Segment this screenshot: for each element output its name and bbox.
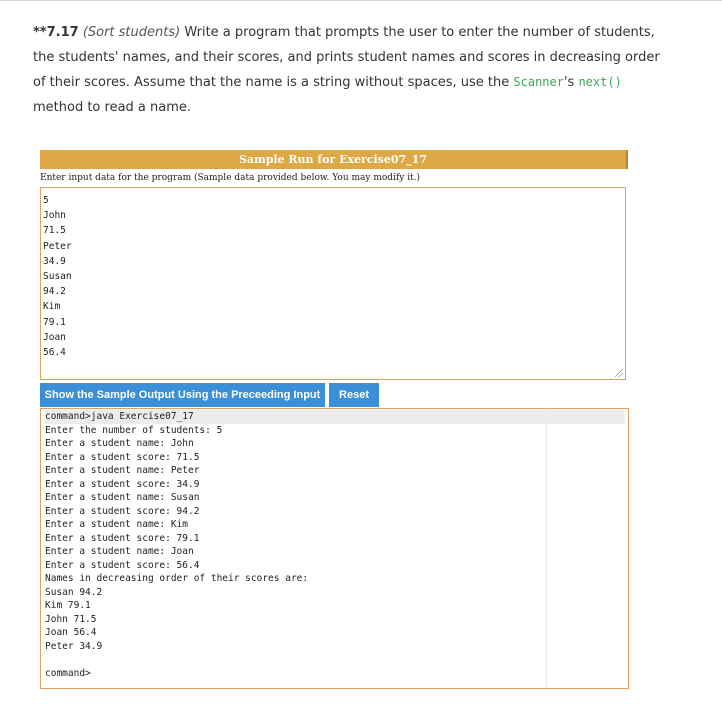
- input-data-text: 5 John 71.5 Peter 34.9 Susan 94.2 Kim 79.1 Joan 56.4: [43, 195, 72, 359]
- output-command-line: command>java Exercise07_17: [45, 410, 625, 424]
- code-scanner: Scanner: [513, 75, 564, 89]
- output-body: Enter the number of students: 5 Enter a student name: John Enter a student score: 71.5 Enter a student name: Peter Enter a student score: 34.9 Enter a student name: Susan Enter a student score: 94.2 Enter a student name: Kim Enter a student score: 79.1 Enter a student name: Joan Enter a student score: 56.4 Names in decreasing order of their scores are: Susan 94.2 Kim 79.1 John 71.5 Joan 56.4 Peter 34.9 command>: [45, 424, 309, 679]
- sample-run-header: Sample Run for Exercise07_17: [40, 150, 628, 169]
- problem-text-3: method to read a name.: [33, 100, 192, 115]
- input-data-textarea[interactable]: [40, 187, 626, 380]
- top-divider: [0, 0, 722, 1]
- reset-button[interactable]: Reset: [329, 383, 379, 407]
- exercise-title: (Sort students): [82, 25, 181, 40]
- input-label: Enter input data for the program (Sample data provided below. You may modify it.): [40, 173, 421, 183]
- exercise-number: **7.17: [33, 25, 79, 40]
- resize-grip-icon[interactable]: [615, 369, 623, 377]
- show-sample-output-button[interactable]: Show the Sample Output Using the Preceeding Input: [40, 383, 325, 407]
- output-text: [45, 410, 625, 680]
- problem-text-2: 's: [563, 75, 579, 90]
- code-next: next(): [578, 75, 622, 89]
- problem-statement: [33, 20, 673, 120]
- problem-text-1: Write a program that prompts the user to enter the number of students, the students' names, and their scores, and prints student names and scores in decreasing order of their scores. Assume that the name is a string without spaces, use the: [33, 25, 660, 90]
- sample-output-console: [40, 408, 629, 689]
